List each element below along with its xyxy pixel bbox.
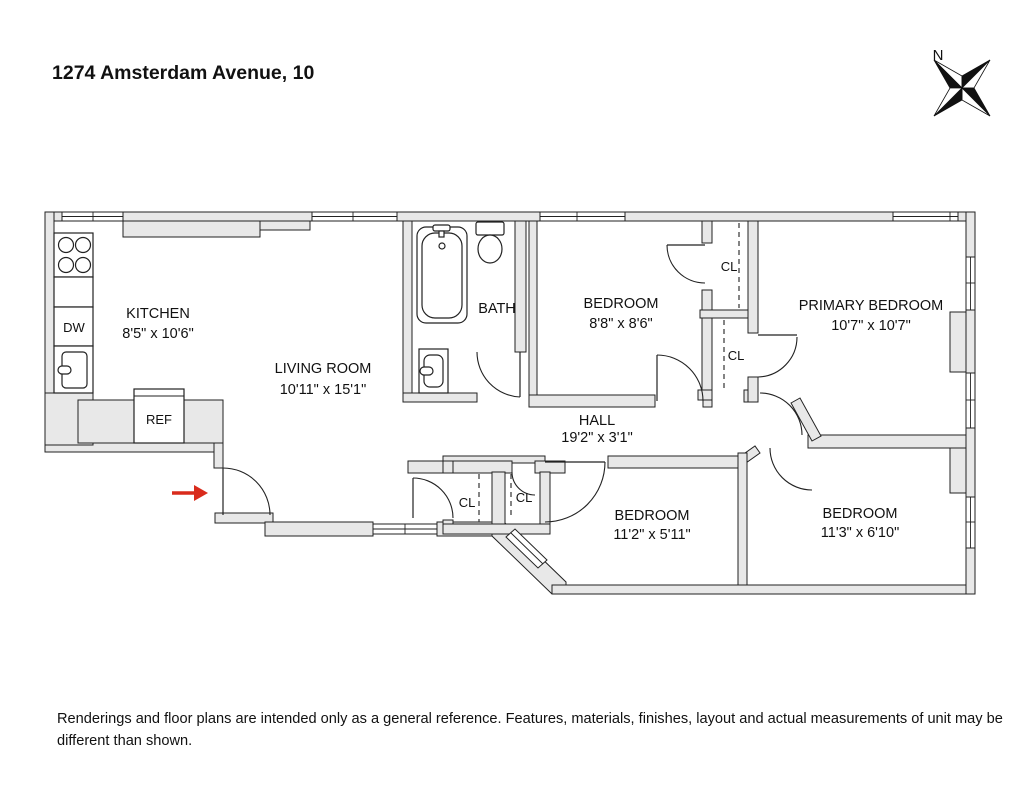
toilet-icon	[476, 222, 504, 263]
entry-arrow-icon	[172, 485, 208, 501]
disclaimer-text: Renderings and floor plans are intended only as a general reference. Features, materials, finishes, layout and actual measurements of unit may be different than shown.	[57, 711, 1003, 749]
primary-bedroom-label: PRIMARY BEDROOM	[798, 298, 944, 314]
hall-label: HALL	[578, 413, 616, 429]
kitchen-dims: 8'5" x 10'6"	[122, 326, 194, 342]
bath-sink-icon	[419, 349, 448, 393]
bedroom-top-dims: 8'8" x 8'6"	[589, 316, 653, 332]
bathtub-icon	[417, 225, 467, 323]
refrigerator-label: REF	[146, 412, 172, 427]
living-room-label: LIVING ROOM	[274, 361, 372, 377]
compass-icon	[933, 47, 990, 116]
bedroom-mid-label: BEDROOM	[614, 508, 690, 524]
bedroom-mid-dims: 11'2" x 5'11"	[613, 527, 691, 543]
living-room-dims: 10'11" x 15'1"	[279, 382, 367, 398]
closet-label-3: CL	[458, 495, 476, 510]
kitchen-label: KITCHEN	[126, 306, 190, 322]
hall-dims: 19'2" x 3'1"	[561, 430, 633, 446]
closet-label-1: CL	[720, 259, 738, 274]
primary-bedroom-dims: 10'7" x 10'7"	[831, 318, 911, 334]
closet-label-2: CL	[727, 348, 745, 363]
bedroom-right-label: BEDROOM	[822, 506, 898, 522]
counter-cabinet	[54, 277, 93, 307]
bedroom-right-dims: 11'3" x 6'10"	[820, 525, 900, 541]
dishwasher-label: DW	[63, 320, 85, 335]
closet-label-4: CL	[515, 490, 533, 505]
bath-label: BATH	[478, 301, 516, 317]
bedroom-top-label: BEDROOM	[583, 296, 659, 312]
compass-north-label: N	[932, 47, 944, 64]
page-title: 1274 Amsterdam Avenue, 10	[52, 62, 315, 84]
